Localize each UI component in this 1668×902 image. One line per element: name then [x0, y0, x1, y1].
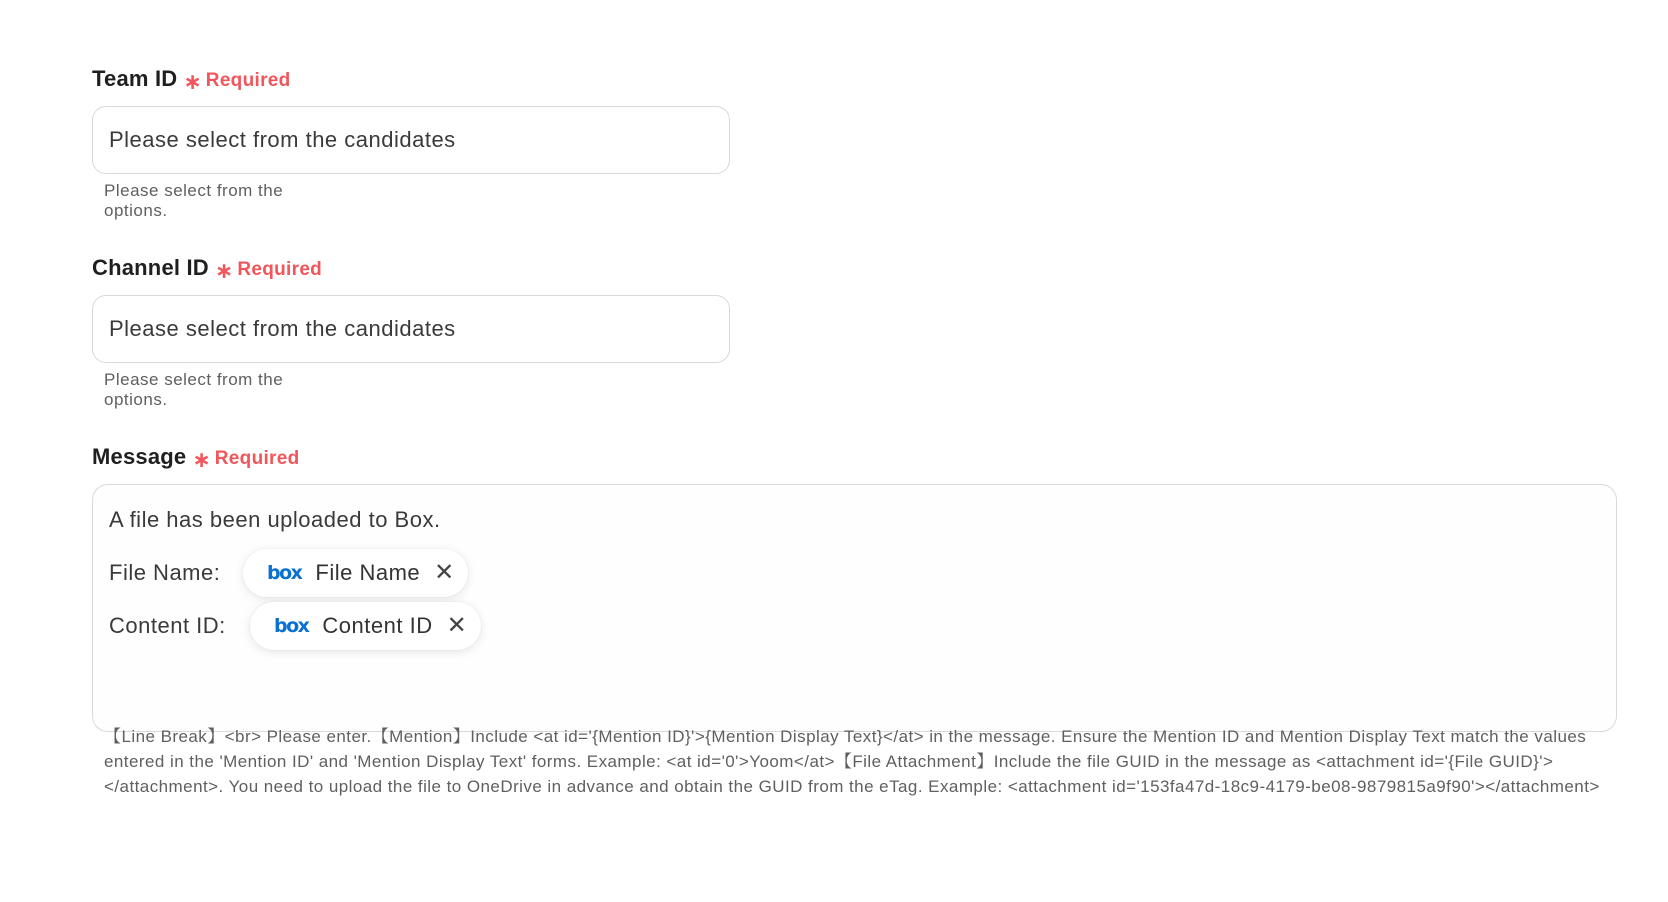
channel-id-label-row [92, 255, 322, 285]
required-asterisk-icon: ∗ [214, 258, 234, 283]
channel-id-select[interactable] [92, 295, 730, 363]
content-id-variable-chip[interactable] [250, 602, 481, 650]
channel-id-label: Channel ID [92, 255, 209, 280]
message-field [92, 444, 467, 639]
team-id-help-text: Please select from the options. [104, 181, 284, 220]
chip-label: File Name [315, 560, 421, 585]
team-id-select[interactable] [92, 106, 730, 174]
close-icon[interactable]: ✕ [446, 612, 467, 639]
box-logo-icon: box [267, 562, 302, 584]
message-line-text: A file has been uploaded to Box. [109, 507, 441, 532]
team-id-placeholder: Please select from the candidates [109, 127, 456, 152]
required-asterisk-icon: ∗ [183, 69, 202, 94]
message-help-text: 【Line Break】<br> Please enter.【Mention】Include <at id='{Mention ID}'>{Mention Display Text}</at> in the message. Ensure the Mention ID and Mention Display Text match the values entered in the 'Mention ID' and 'Mention Display Text' forms. Example: <at id='0'>Yoom</at>【File Attachment】Include the file GUID in the message as <attachment id='{File GUID}'></attachment>. You need to upload the file to OneDrive in advance and obtain the GUID from the eTag. Example: <attachment id='153fa47d-18c9-4179-be08-9879815a9f90'></attachment> [104, 727, 1600, 796]
required-indicator: Required [205, 70, 291, 91]
team-id-label-row [92, 66, 291, 96]
chip-label: Content ID [322, 613, 433, 638]
file-name-line-label: File Name: [109, 560, 221, 585]
close-icon[interactable]: ✕ [434, 559, 455, 586]
file-name-variable-chip[interactable] [243, 549, 468, 597]
required-indicator: Required [237, 259, 323, 280]
required-indicator: Required [214, 448, 300, 469]
message-input[interactable] [92, 484, 1617, 732]
box-logo-icon: box [274, 615, 309, 637]
content-id-line-label: Content ID: [109, 613, 226, 638]
message-label-row [92, 444, 300, 474]
channel-id-field [92, 255, 456, 409]
channel-id-placeholder: Please select from the candidates [109, 316, 456, 341]
team-id-field [92, 66, 456, 220]
message-label: Message [92, 444, 187, 469]
team-id-label: Team ID [92, 66, 178, 91]
required-asterisk-icon: ∗ [192, 447, 211, 472]
channel-id-help-text: Please select from the options. [104, 370, 284, 409]
